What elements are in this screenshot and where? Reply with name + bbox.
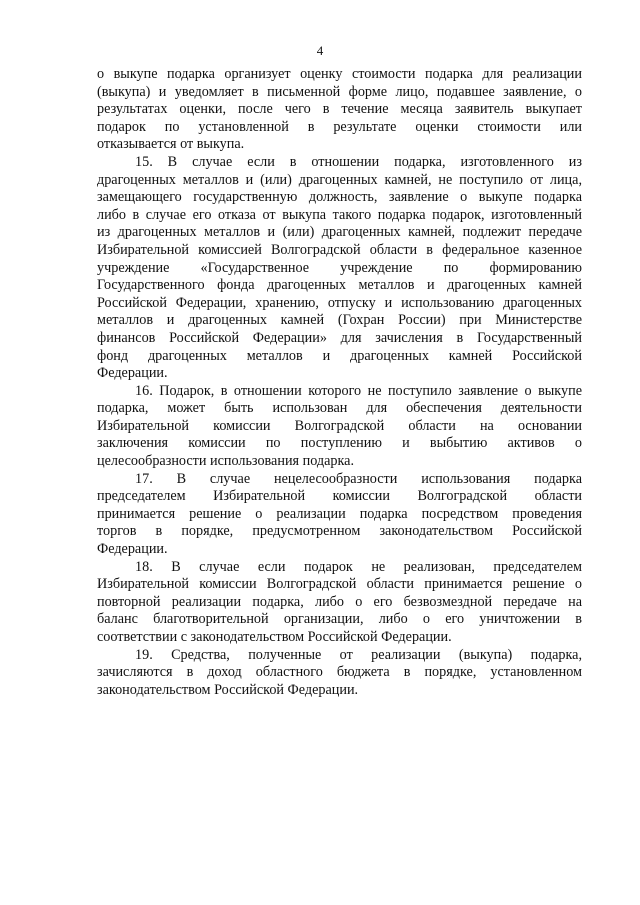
text-line: Российской Федерации, хранению, отпуску и использованию драгоценных [97, 294, 582, 311]
paragraph-16 [97, 383, 582, 471]
text-line: 16. Подарок, в отношении которого не поступило заявление о выкупе [135, 382, 582, 399]
text-line: Избирательной комиссией Волгоградской области в федеральное казенное [97, 241, 582, 258]
text-line: Избирательной комиссии Волгоградской области принимается решение о [97, 576, 582, 593]
text-line: 15. В случае если в отношении подарка, изготовленного из [135, 153, 582, 170]
text-line: финансов Российской Федерации» для зачисления в Государственный [97, 329, 582, 346]
text-line: из драгоценных металлов и (или) драгоценных камней, подлежит передаче [97, 224, 582, 241]
text-line: Федерации. [97, 541, 168, 558]
text-line: замещающего государственную должность, заявление о выкупе подарка [97, 189, 582, 206]
text-line: (выкупа) и уведомляет в письменной форме лицо, подавшее заявление, о [97, 83, 582, 100]
text-line: фонд драгоценных металлов и драгоценных камней Российской [97, 347, 582, 364]
paragraph-15 [97, 154, 582, 383]
text-line: учреждение «Государственное учреждение по формированию [97, 259, 582, 276]
text-line: результатах оценки, после чего в течение месяца заявитель выкупает [97, 101, 582, 118]
text-line: зачисляются в доход областного бюджета в порядке, установленном [97, 664, 582, 681]
text-line: 17. В случае нецелесообразности использования подарка [135, 470, 582, 487]
text-line: баланс благотворительной организации, либо о его уничтожении в [97, 611, 582, 628]
text-line: драгоценных металлов и (или) драгоценных камней, не поступило от лица, [97, 171, 582, 188]
text-line: торгов в порядке, предусмотренном законодательством Российской [97, 523, 582, 540]
text-line: 18. В случае если подарок не реализован, председателем [135, 558, 582, 575]
text-line: соответствии с законодательством Российской Федерации. [97, 629, 452, 645]
text-line: о выкупе подарка организует оценку стоимости подарка для реализации [97, 66, 582, 82]
paragraph-continuation [97, 66, 582, 154]
text-line: принимается решение о реализации подарка посредством проведения [97, 505, 582, 522]
text-line: председателем Избирательной комиссии Волгоградской области [97, 488, 582, 505]
text-line: Избирательной комиссии Волгоградской области на основании [97, 417, 582, 434]
document-body [97, 66, 582, 699]
text-line: металлов и драгоценных камней (Гохран России) при Министерстве [97, 312, 582, 329]
paragraph-19 [97, 647, 582, 700]
paragraph-18 [97, 559, 582, 647]
text-line: Государственного фонда драгоценных металлов и драгоценных камней [97, 277, 582, 294]
text-line: подарок по установленной в результате оценки стоимости или [97, 118, 582, 135]
text-line: отказывается от выкупа. [97, 136, 245, 153]
text-line: Федерации. [97, 365, 168, 382]
text-line: подарка, может быть использован для обеспечения деятельности [97, 400, 582, 417]
text-line: либо в случае его отказа от выкупа такого подарка подарок, изготовленный [97, 206, 582, 223]
text-line: повторной реализации подарка, либо о его безвозмездной передаче на [97, 593, 582, 610]
text-line: заключения комиссии по поступлению и выбытию активов о [97, 435, 582, 452]
text-line: законодательством Российской Федерации. [97, 681, 359, 698]
page-number: 4 [316, 43, 324, 58]
text-line: 19. Средства, полученные от реализации (выкупа) подарка, [135, 646, 582, 663]
text-line: целесообразности использования подарка. [97, 453, 355, 470]
paragraph-17 [97, 471, 582, 559]
